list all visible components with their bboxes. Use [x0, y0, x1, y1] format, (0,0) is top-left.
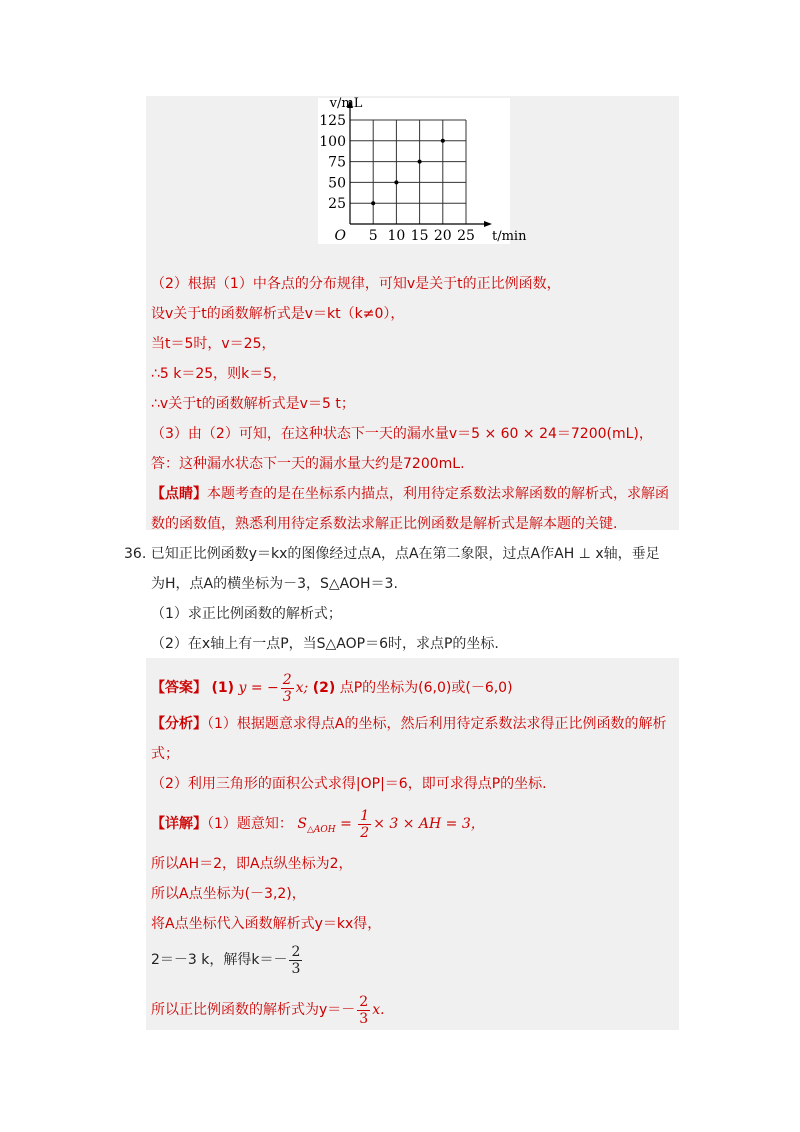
comment-tag: 【点睛】	[151, 486, 207, 502]
analysis-tag: 【分析】	[151, 716, 207, 732]
answer-part1-label: (1)	[211, 680, 234, 696]
area-formula: $S_{\triangle AOH}$ = $\frac{1}{2}$ × 3 × AH = 3，	[297, 807, 485, 841]
half-fraction: $\frac{1}{2}$	[360, 807, 370, 841]
y-tick-label: 100	[319, 133, 346, 150]
sol35-p3-line2: 答：这种漏水状态下一天的漏水量大约是7200mL.	[151, 456, 465, 472]
x-axis-label: t/min	[492, 229, 527, 244]
q36-line1	[124, 544, 660, 564]
volume-time-chart	[318, 96, 527, 244]
sol35-p2-line4: ∴5 k＝25，则k＝5，	[151, 366, 287, 382]
sol36-analysis-line2: 式；	[151, 746, 179, 762]
q36-text-1: 已知正比例函数y＝kx的图像经过点A，点A在第二象限，过点A作AH ⊥ x轴，垂足	[150, 546, 660, 562]
y-tick-label: 50	[328, 175, 346, 192]
final-fraction: $\frac{2}{3}$	[359, 993, 369, 1027]
sol35-p2-line1: （2）根据（1）中各点的分布规律，可知v是关于t的正比例函数，	[151, 276, 561, 292]
data-point	[394, 180, 398, 184]
x-arrow	[484, 221, 492, 227]
sol36-detail-line2: 所以AH＝2，即A点纵坐标为2，	[151, 856, 353, 872]
detail-text-6: 所以正比例函数的解析式为y＝－	[151, 1002, 356, 1018]
q36-line2: 为H，点A的横坐标为－3，S△AOH＝3.	[151, 576, 398, 592]
sol35-comment-line2: 数的函数值，熟悉利用待定系数法求解正比例函数是解析式是解本题的关键.	[151, 516, 618, 532]
sol36-analysis-line3: （2）利用三角形的面积公式求得|OP|＝6，即可求得点P的坐标.	[151, 776, 547, 792]
answer-equation: y = − $\frac{2}{3}$ x;	[238, 671, 309, 705]
sol36-answer	[151, 670, 513, 706]
y-tick-label: 75	[328, 154, 346, 171]
answer-tag: 【答案】	[151, 680, 207, 696]
sol35-p2-line3: 当t＝5时，v＝25，	[151, 336, 276, 352]
origin-label: O	[334, 228, 346, 244]
final-x: x.	[372, 1002, 385, 1018]
x-tick-label: 20	[433, 228, 452, 244]
x-tick-label: 15	[410, 228, 429, 244]
sol35-p2-line2: 设v关于t的函数解析式是v＝kt（k≠0），	[151, 306, 405, 322]
data-point	[371, 201, 375, 205]
q36-part2: （2）在x轴上有一点P，当S△AOP＝6时，求点P的坐标.	[151, 636, 499, 652]
y-tick-label: 125	[319, 113, 346, 129]
detail-tag: 【详解】	[151, 816, 207, 832]
sol35-comment-line1	[151, 484, 669, 504]
data-point	[441, 139, 445, 143]
answer-fraction: $\frac{2}{3}$	[282, 671, 292, 705]
data-point	[418, 160, 422, 164]
sol36-detail-line4: 将A点坐标代入函数解析式y＝kx得，	[151, 916, 382, 932]
question-number: 36.	[124, 546, 147, 562]
sol36-analysis-line1	[151, 714, 666, 734]
sol35-p3-line1: （3）由（2）可知，在这种状态下一天的漏水量v＝5 × 60 × 24＝7200(mL)，	[151, 426, 653, 442]
sol36-detail-line5	[151, 942, 304, 978]
chart-svg	[318, 96, 527, 244]
analysis-text-1: （1）根据题意求得点A的坐标，然后利用待定系数法求得正比例函数的解析	[207, 716, 667, 732]
detail-intro: （1）题意知：	[207, 816, 293, 832]
comment-text-1: 本题考查的是在坐标系内描点，利用待定系数法求解函数的解析式，求解函	[207, 486, 669, 502]
answer-text: 点P的坐标为(6,0)或(－6,0)	[339, 680, 513, 696]
k-fraction: $\frac{2}{3}$	[291, 943, 301, 977]
detail-text-5: 2＝－3 k，解得k＝－	[151, 952, 288, 968]
x-tick-label: 25	[457, 228, 475, 244]
sol35-p2-line5: ∴v关于t的函数解析式是v＝5 t；	[151, 396, 355, 412]
x-tick-label: 10	[387, 228, 406, 244]
y-axis-label: v/mL	[329, 96, 363, 111]
x-tick-label: 5	[368, 228, 378, 244]
sol36-detail-line6	[151, 992, 385, 1028]
answer-part2-label: (2)	[312, 680, 336, 696]
sol36-detail-line3: 所以A点坐标为(－3,2)，	[151, 886, 306, 902]
y-tick-label: 25	[328, 196, 346, 213]
q36-part1: （1）求正比例函数的解析式；	[151, 606, 342, 622]
sol36-detail-line1	[151, 806, 485, 848]
